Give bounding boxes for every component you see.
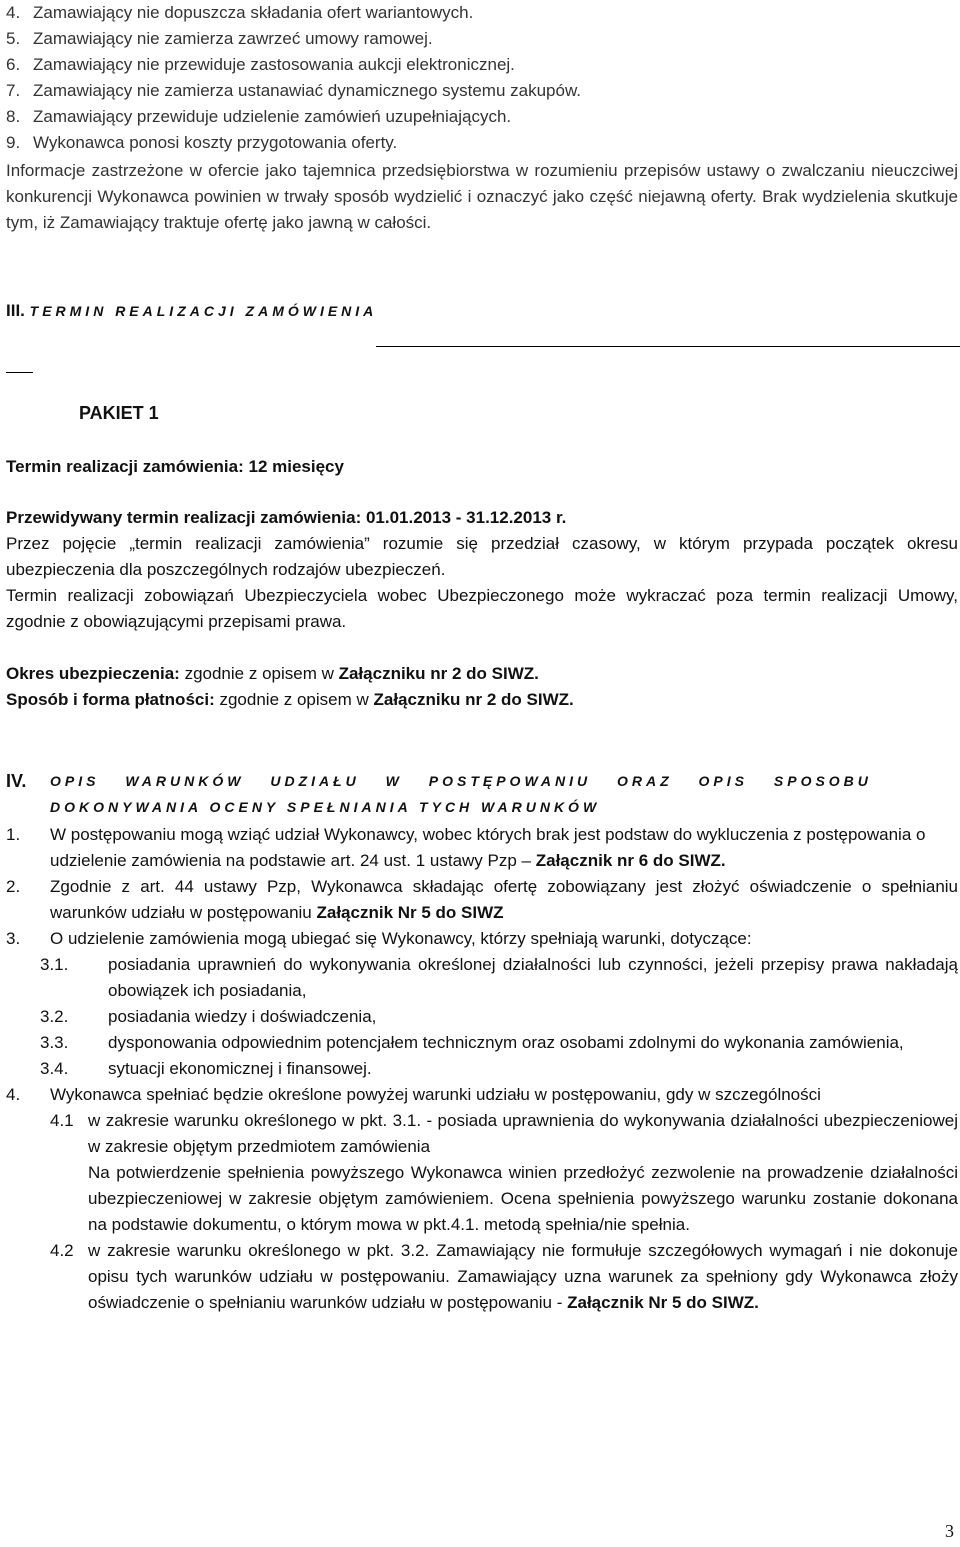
section-4-title-line2: DOKONYWANIA OCENY SPEŁNIANIA TYCH WARUNKÓW [50,799,601,815]
list-item: 6. Zamawiający nie przewiduje zastosowania aukcji elektronicznej. [6,55,515,74]
section-3-title: TERMIN REALIZACJI ZAMÓWIENIA [29,303,378,319]
point-4: 4. Wykonawca spełniać będzie określone powyżej warunki udziału w postępowaniu, gdy w szczególności [6,1085,821,1104]
list-item: 8. Zamawiający przewiduje udzielenie zamówień uzupełniających. [6,107,512,126]
sposob-platnosci: Sposób i forma płatności: zgodnie z opisem w Załączniku nr 2 do SIWZ. [6,690,574,709]
list-item: 9. Wykonawca ponosi koszty przygotowania oferty. [6,133,398,152]
section-4-number: IV. [6,771,27,791]
okres-ubezpieczenia: Okres ubezpieczenia: zgodnie z opisem w Załączniku nr 2 do SIWZ. [6,664,539,683]
termin-zobowiazan: Termin realizacji zobowiązań Ubezpieczyciela wobec Ubezpieczonego może wykraczać poza termin realizacji Umowy, zgodnie z obowiązującymi przepisami prawa. [6,586,958,631]
top-list [6,0,581,156]
termin-realizacji: Termin realizacji zamówienia: 12 miesięcy [6,457,344,476]
list-item: 7. Zamawiający nie zamierza ustanawiać dynamicznego systemu zakupów. [6,81,582,100]
list-item: 4. Zamawiający nie dopuszcza składania ofert wariantowych. [6,3,474,22]
section-4 [6,768,958,1316]
point-4-2: 4.2 w zakresie warunku określonego w pkt. 3.2. Zamawiający nie formułuje szczegółowych wymagań i nie dokonuje opisu tych warunków udziału w postępowaniu. Zamawiający uzna warunek za spełniony gdy Wykonawca złoży oświadczenie o spełnianiu warunków udziału w postępowaniu - Załącznik Nr 5 do SIWZ. [50,1241,958,1312]
point-3-4: 3.4. sytuacji ekonomicznej i finansowej. [40,1059,372,1078]
section-4-title-line1: OPIS WARUNKÓW UDZIAŁU W POSTĘPOWANIU ORAZ OPIS SPOSOBU [50,773,872,789]
przewidywany-termin: Przewidywany termin realizacji zamówienia: 01.01.2013 - 31.12.2013 r. [6,508,567,527]
list-item: 5. Zamawiający nie zamierza zawrzeć umowy ramowej. [6,29,433,48]
point-3-3: 3.3. dysponowania odpowiednim potencjałem technicznym oraz osobami zdolnymi do wykonania zamówienia, [40,1033,904,1052]
horizontal-rule [376,346,960,347]
confidential-info-paragraph: Informacje zastrzeżone w ofercie jako tajemnica przedsiębiorstwa w rozumieniu przepisów ustawy o zwalczaniu nieuczciwej konkurencji Wykonawca powinien w trwały sposób wydzielić i oznaczyć jako część niejawną oferty. Brak wydzielenia skutkuje tym, iż Zamawiający traktuje ofertę jako jawną w całości. [6,161,958,232]
short-rule [6,372,33,373]
point-4-1: 4.1 w zakresie warunku określonego w pkt. 3.1. - posiada uprawnienia do wykonywania działalności ubezpieczeniowej w zakresie objętym przedmiotem zamówienia Na potwierdzenie spełnienia powyższego Wykonawca winien przedłożyć zezwolenie na prowadzenie działalności ubezpieczeniowej w zakresie objętym zamówieniem. Ocena spełnienia powyższego warunku zostanie dokonana na podstawie dokumentu, o którym mowa w pkt.4.1. metodą spełnia/nie spełnia. [50,1111,958,1234]
section-3-number: III. [6,301,25,320]
point-3-1: 3.1. posiadania uprawnień do wykonywania określonej działalności lub czynności, jeżeli przepisy prawa nakładają obowiązek ich posiadania, [40,955,958,1000]
pakiet-label: PAKIET 1 [79,403,159,423]
point-1: 1. W postępowaniu mogą wziąć udział Wykonawcy, wobec których brak jest podstaw do wykluczenia z postępowania o udzielenie zamówienia na podstawie art. 24 ust. 1 ustawy Pzp – Załącznik nr 6 do SIWZ. [6,825,926,870]
point-3-2: 3.2. posiadania wiedzy i doświadczenia, [40,1007,377,1026]
point-3: 3. O udzielenie zamówienia mogą ubiegać się Wykonawcy, którzy spełniają warunki, dotyczące: [6,929,752,948]
section-4-heading [6,768,958,820]
point-2: 2. Zgodnie z art. 44 ustawy Pzp, Wykonawca składając ofertę zobowiązany jest złożyć oświadczenie o spełnianiu warunków udziału w postępowaniu Załącznik Nr 5 do SIWZ [6,877,958,922]
section-3-heading [6,298,377,324]
page-number: 3 [945,1521,954,1541]
section-3-body [6,505,958,713]
definicja-terminu: Przez pojęcie „termin realizacji zamówienia” rozumie się przedział czasowy, w którym przypada początek okresu ubezpieczenia dla poszczególnych rodzajów ubezpieczeń. [6,534,958,579]
